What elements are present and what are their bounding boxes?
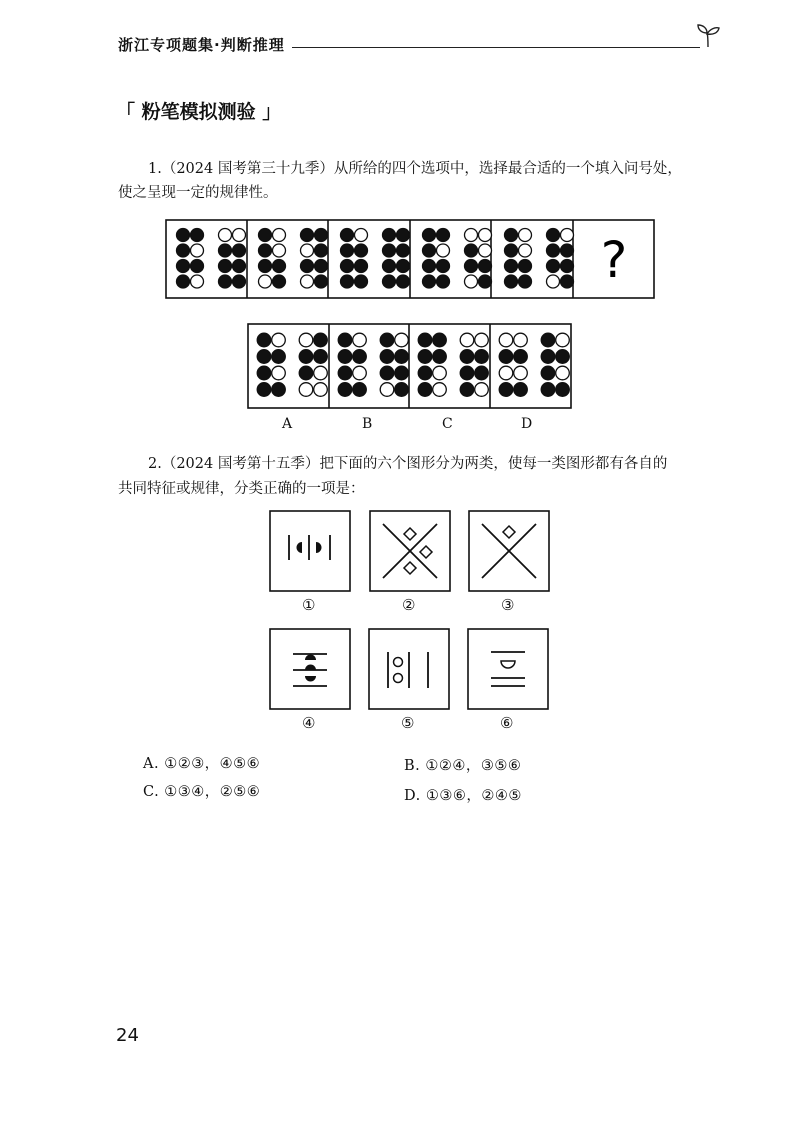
black-dot	[397, 260, 410, 273]
white-dot	[514, 366, 528, 380]
section-title: 「 粉笔模拟测验 」	[116, 101, 282, 123]
white-dot	[259, 275, 272, 288]
black-dot	[561, 260, 574, 273]
black-dot	[338, 350, 352, 364]
black-dot	[395, 350, 409, 364]
white-dot	[314, 366, 328, 380]
black-dot	[505, 229, 518, 242]
black-dot	[397, 244, 410, 257]
white-dot	[556, 366, 570, 380]
white-dot	[519, 229, 532, 242]
sequence-panel-1	[177, 229, 246, 289]
option-a-label[interactable]: A	[282, 416, 293, 432]
black-dot	[353, 350, 367, 364]
black-dot	[479, 275, 492, 288]
black-dot	[315, 260, 328, 273]
white-dot	[355, 229, 368, 242]
figure-2	[369, 510, 451, 592]
black-dot	[514, 383, 528, 397]
black-dot	[355, 244, 368, 257]
black-dot	[437, 275, 450, 288]
black-dot	[499, 350, 513, 364]
white-dot	[299, 333, 313, 347]
black-dot	[475, 350, 489, 364]
black-dot	[383, 275, 396, 288]
black-dot	[383, 229, 396, 242]
black-dot	[177, 229, 190, 242]
black-dot	[541, 333, 555, 347]
white-dot	[272, 366, 286, 380]
black-dot	[423, 275, 436, 288]
white-dot	[191, 244, 204, 257]
black-dot	[418, 333, 432, 347]
black-dot	[418, 383, 432, 397]
white-dot	[191, 275, 204, 288]
black-dot	[437, 260, 450, 273]
black-dot	[259, 260, 272, 273]
white-dot	[273, 244, 286, 257]
white-dot	[475, 333, 489, 347]
black-dot	[547, 244, 560, 257]
option-b-label[interactable]: B	[362, 416, 373, 432]
figure-2-label: ②	[402, 596, 416, 614]
white-dot	[460, 333, 474, 347]
black-dot	[383, 260, 396, 273]
white-dot	[547, 275, 560, 288]
black-dot	[437, 229, 450, 242]
white-dot	[479, 244, 492, 257]
sequence-panel-2	[259, 229, 328, 289]
figure-6-label: ⑥	[500, 714, 514, 732]
black-dot	[191, 260, 204, 273]
black-dot	[380, 366, 394, 380]
black-dot	[273, 275, 286, 288]
sprout-icon	[695, 22, 721, 48]
question-2-line-2: 共同特征或规律，分类正确的一项是：	[118, 481, 365, 497]
sequence-panel-4	[423, 229, 492, 289]
answer-option-b[interactable]: B. ①②④，③⑤⑥	[404, 758, 522, 774]
black-dot	[301, 260, 314, 273]
black-dot	[353, 383, 367, 397]
black-dot	[273, 260, 286, 273]
figure-5	[368, 628, 450, 710]
sequence-panel-5	[505, 229, 574, 289]
black-dot	[219, 244, 232, 257]
black-dot	[219, 275, 232, 288]
white-dot	[479, 229, 492, 242]
white-dot	[465, 229, 478, 242]
black-dot	[338, 366, 352, 380]
black-dot	[465, 260, 478, 273]
black-dot	[395, 383, 409, 397]
black-dot	[380, 333, 394, 347]
black-dot	[418, 366, 432, 380]
page-number: 24	[116, 1025, 139, 1046]
question-1-options	[247, 323, 572, 409]
running-header: 浙江专项题集·判断推理	[118, 36, 285, 54]
black-dot	[191, 229, 204, 242]
black-dot	[541, 366, 555, 380]
black-dot	[257, 366, 271, 380]
black-dot	[465, 244, 478, 257]
black-dot	[475, 366, 489, 380]
black-dot	[233, 260, 246, 273]
option-c-label[interactable]: C	[442, 416, 453, 432]
black-dot	[272, 383, 286, 397]
black-dot	[272, 350, 286, 364]
figure-4	[269, 628, 351, 710]
white-dot	[519, 244, 532, 257]
figure-3	[468, 510, 550, 592]
black-dot	[259, 244, 272, 257]
black-dot	[380, 350, 394, 364]
figure-5-label: ⑤	[401, 714, 415, 732]
black-dot	[460, 366, 474, 380]
white-dot	[219, 229, 232, 242]
black-dot	[547, 260, 560, 273]
black-dot	[397, 229, 410, 242]
option-b-figure[interactable]	[338, 333, 408, 396]
black-dot	[460, 350, 474, 364]
black-dot	[541, 350, 555, 364]
black-dot	[499, 383, 513, 397]
black-dot	[519, 260, 532, 273]
black-dot	[519, 275, 532, 288]
black-dot	[561, 244, 574, 257]
white-dot	[556, 333, 570, 347]
black-dot	[433, 350, 447, 364]
black-dot	[561, 275, 574, 288]
black-dot	[423, 244, 436, 257]
white-dot	[433, 383, 447, 397]
question-1-line-2: 使之呈现一定的规律性。	[118, 185, 278, 201]
black-dot	[299, 366, 313, 380]
black-dot	[355, 275, 368, 288]
black-dot	[301, 229, 314, 242]
question-1-line-1: 1.（2024 国考第三十九季）从所给的四个选项中，选择最合适的一个填入问号处，	[148, 161, 682, 177]
black-dot	[395, 366, 409, 380]
black-dot	[505, 260, 518, 273]
white-dot	[437, 244, 450, 257]
question-mark: ?	[600, 231, 628, 289]
black-dot	[383, 244, 396, 257]
figure-3-label: ③	[501, 596, 515, 614]
black-dot	[423, 260, 436, 273]
black-dot	[341, 244, 354, 257]
black-dot	[314, 333, 328, 347]
black-dot	[338, 333, 352, 347]
option-d-label[interactable]: D	[521, 416, 533, 432]
sequence-panel-3	[341, 229, 410, 289]
black-dot	[315, 275, 328, 288]
answer-option-d[interactable]: D. ①③⑥，②④⑤	[404, 788, 522, 804]
black-dot	[257, 383, 271, 397]
figure-6	[467, 628, 549, 710]
black-dot	[460, 383, 474, 397]
question-1-sequence	[165, 219, 655, 299]
black-dot	[556, 350, 570, 364]
white-dot	[272, 333, 286, 347]
white-dot	[433, 366, 447, 380]
black-dot	[355, 260, 368, 273]
option-a-figure[interactable]	[257, 333, 327, 396]
figure-1	[269, 510, 351, 592]
black-dot	[341, 260, 354, 273]
white-dot	[561, 229, 574, 242]
black-dot	[341, 275, 354, 288]
figure-4-label: ④	[302, 714, 316, 732]
white-dot	[301, 244, 314, 257]
black-dot	[547, 229, 560, 242]
white-dot	[353, 333, 367, 347]
black-dot	[177, 244, 190, 257]
black-dot	[505, 275, 518, 288]
figure-1-label: ①	[302, 596, 316, 614]
white-dot	[299, 383, 313, 397]
black-dot	[177, 260, 190, 273]
black-dot	[433, 333, 447, 347]
black-dot	[514, 350, 528, 364]
white-dot	[514, 333, 528, 347]
white-dot	[353, 366, 367, 380]
black-dot	[219, 260, 232, 273]
white-dot	[301, 275, 314, 288]
white-dot	[475, 383, 489, 397]
white-dot	[314, 383, 328, 397]
white-dot	[395, 333, 409, 347]
black-dot	[314, 350, 328, 364]
black-dot	[397, 275, 410, 288]
option-d-figure[interactable]	[499, 333, 569, 396]
option-c-figure[interactable]	[418, 333, 488, 396]
black-dot	[299, 350, 313, 364]
white-dot	[499, 366, 513, 380]
white-dot	[233, 229, 246, 242]
black-dot	[341, 229, 354, 242]
black-dot	[418, 350, 432, 364]
black-dot	[177, 275, 190, 288]
black-dot	[556, 383, 570, 397]
answer-option-a[interactable]: A. ①②③，④⑤⑥	[143, 756, 261, 772]
white-dot	[273, 229, 286, 242]
black-dot	[338, 383, 352, 397]
black-dot	[541, 383, 555, 397]
header-rule	[292, 47, 700, 48]
black-dot	[505, 244, 518, 257]
white-dot	[465, 275, 478, 288]
black-dot	[479, 260, 492, 273]
black-dot	[423, 229, 436, 242]
black-dot	[257, 333, 271, 347]
white-dot	[380, 383, 394, 397]
answer-option-c[interactable]: C. ①③④，②⑤⑥	[143, 784, 261, 800]
black-dot	[257, 350, 271, 364]
black-dot	[233, 244, 246, 257]
white-dot	[499, 333, 513, 347]
black-dot	[259, 229, 272, 242]
black-dot	[315, 244, 328, 257]
black-dot	[315, 229, 328, 242]
black-dot	[233, 275, 246, 288]
question-2-line-1: 2.（2024 国考第十五季）把下面的六个图形分为两类，使每一类图形都有各自的	[148, 456, 668, 472]
